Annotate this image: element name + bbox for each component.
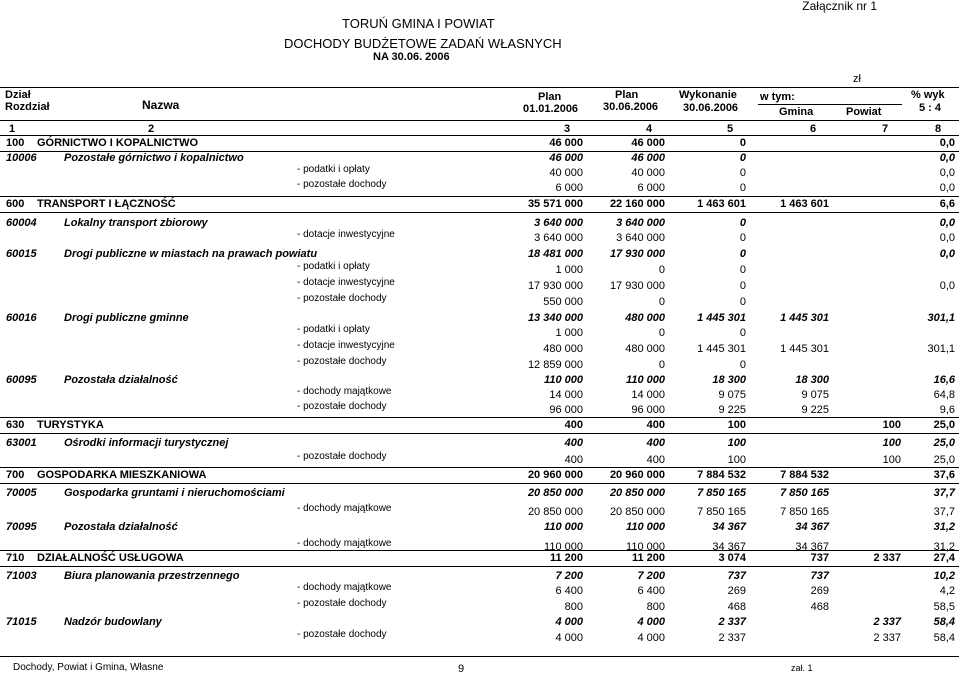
row-code: 60095 [6,374,37,386]
cell-pct: 58,4 [933,632,955,644]
column-number: 3 [564,123,571,135]
row-code: 71003 [6,570,37,582]
title-line-3: NA 30.06. 2006 [373,51,450,63]
cell-gmina: 9 075 [801,389,829,401]
row-name: Biura planowania przestrzennego [64,570,240,582]
cell-plan1: 480 000 [543,343,583,355]
cell-wyk: 7 850 165 [697,506,746,518]
header-plan1-date: 01.01.2006 [523,103,579,115]
cell-pct: 0,0 [939,217,955,229]
cell-gmina: 737 [810,552,829,564]
cell-pct: 0,0 [939,167,955,179]
cell-pct: 4,2 [939,585,955,597]
cell-plan1: 20 960 000 [527,469,583,481]
cell-powiat: 2 337 [873,632,901,644]
row-code: 10006 [6,152,37,164]
cell-plan2: 0 [658,296,665,308]
cell-wyk: 1 463 601 [697,198,746,210]
cell-plan1: 3 640 000 [534,217,583,229]
row-name: - pozostałe dochody [297,356,387,367]
cell-pct: 0,0 [939,137,955,149]
cell-pct: 27,4 [933,552,955,564]
row-name: Pozostałe górnictwo i kopalnictwo [64,152,244,164]
cell-plan1: 12 859 000 [527,359,583,371]
cell-wyk: 468 [727,601,746,613]
cell-plan1: 3 640 000 [534,232,583,244]
cell-plan1: 400 [564,437,583,449]
header-plan1-label: Plan [538,91,562,103]
row-name: - pozostałe dochody [297,598,387,609]
cell-pct: 25,0 [933,437,955,449]
cell-pct: 301,1 [927,343,955,355]
cell-wyk: 2 337 [718,616,746,628]
row-name: - dochody majątkowe [297,582,392,593]
row-name: Drogi publiczne gminne [64,312,189,324]
row-name: - pozostałe dochody [297,451,387,462]
cell-wyk: 0 [739,152,746,164]
section-rule [0,417,959,418]
cell-wyk: 34 367 [712,541,746,553]
header-wyk-label: Wykonanie [679,89,737,101]
cell-wyk: 100 [727,419,746,431]
cell-wyk: 0 [739,217,746,229]
cell-wyk: 100 [727,437,746,449]
section-rule-bottom [0,433,959,434]
cell-wyk: 737 [727,570,746,582]
row-name: - dochody majątkowe [297,386,392,397]
cell-wyk: 7 884 532 [697,469,746,481]
section-rule-bottom [0,566,959,567]
cell-wyk: 100 [727,454,746,466]
cell-wyk: 2 337 [718,632,746,644]
cell-plan1: 35 571 000 [527,198,583,210]
header-nazwa: Nazwa [142,98,180,112]
cell-plan1: 1 000 [555,327,583,339]
cell-pct: 6,6 [939,198,955,210]
cell-plan2: 0 [658,359,665,371]
cell-plan1: 40 000 [549,167,583,179]
cell-wyk: 0 [739,327,746,339]
cell-wyk: 7 850 165 [697,487,746,499]
cell-plan1: 18 481 000 [527,248,583,260]
cell-wyk: 0 [739,296,746,308]
cell-plan2: 22 160 000 [609,198,665,210]
cell-gmina: 1 463 601 [780,198,829,210]
cell-gmina: 18 300 [795,374,829,386]
cell-wyk: 0 [739,280,746,292]
cell-wyk: 0 [739,167,746,179]
row-name: - dochody majątkowe [297,538,392,549]
row-code: 60004 [6,217,37,229]
cell-pct: 0,0 [939,280,955,292]
cell-powiat: 2 337 [873,552,901,564]
row-name: - pozostałe dochody [297,401,387,412]
corner-note: Załącznik nr 1 [802,0,877,13]
cell-plan2: 0 [658,327,665,339]
cell-plan1: 14 000 [549,389,583,401]
row-code: 700 [6,469,25,481]
cell-plan1: 400 [564,454,583,466]
cell-plan1: 110 000 [544,521,583,533]
footer-page: 9 [458,663,465,675]
cell-plan1: 800 [564,601,583,613]
row-name: Gospodarka gruntami i nieruchomościami [64,487,285,499]
cell-plan2: 110 000 [626,541,665,553]
row-code: 60016 [6,312,37,324]
cell-plan1: 400 [564,419,583,431]
row-name: - podatki i opłaty [297,261,370,272]
header-bottom-rule [0,120,959,121]
footer-left: Dochody, Powiat i Gmina, Własne [13,662,164,673]
row-name: Nadzór budowlany [64,616,162,628]
cell-powiat: 100 [882,454,901,466]
row-name: - podatki i opłaty [297,164,370,175]
row-code: 63001 [6,437,37,449]
cell-plan1: 110 000 [544,374,583,386]
row-name: Pozostała działalność [64,374,178,386]
cell-plan2: 14 000 [631,389,665,401]
cell-plan2: 11 200 [631,552,665,564]
footer-rule [0,656,959,657]
row-code: 630 [6,419,25,431]
cell-pct: 0,0 [939,152,955,164]
cell-plan2: 17 930 000 [609,248,665,260]
header-powiat: Powiat [846,106,882,118]
row-code: 100 [6,137,25,149]
row-name: TURYSTYKA [37,419,104,431]
cell-plan1: 6 400 [555,585,583,597]
cell-pct: 37,6 [933,469,955,481]
cell-wyk: 3 074 [718,552,746,564]
cell-pct: 301,1 [927,312,955,324]
cell-pct: 25,0 [933,419,955,431]
cell-wyk: 0 [739,264,746,276]
cell-plan2: 110 000 [626,521,665,533]
cell-gmina: 9 225 [801,404,829,416]
row-code: 60015 [6,248,37,260]
section-rule-bottom [0,483,959,484]
cell-plan1: 4 000 [555,632,583,644]
row-name: - dotacje inwestycyjne [297,277,395,288]
cell-plan2: 110 000 [626,374,665,386]
row-name: - pozostałe dochody [297,179,387,190]
cell-pct: 58,5 [933,601,955,613]
row-name: GOSPODARKA MIESZKANIOWA [37,469,207,481]
header-pct-label: % wyk [911,89,945,101]
cell-pct: 31,2 [933,541,955,553]
header-pct-ratio: 5 : 4 [919,102,942,114]
cell-plan1: 110 000 [544,541,583,553]
cell-pct: 25,0 [933,454,955,466]
row-name: - podatki i opłaty [297,324,370,335]
cell-plan1: 46 000 [549,137,583,149]
section-rule [0,467,959,468]
cell-plan2: 400 [646,437,665,449]
cell-plan1: 46 000 [549,152,583,164]
footer-right: zał. 1 [791,663,813,673]
row-code: 70005 [6,487,37,499]
header-wtym: w tym: [760,91,795,103]
cell-pct: 9,6 [939,404,955,416]
cell-pct: 37,7 [933,506,955,518]
cell-plan2: 46 000 [631,152,665,164]
row-name: - dotacje inwestycyjne [297,229,395,240]
cell-wyk: 0 [739,248,746,260]
cell-wyk: 269 [727,585,746,597]
row-code: 600 [6,198,25,210]
row-name: - pozostałe dochody [297,629,387,640]
row-name: Pozostała działalność [64,521,178,533]
cell-plan2: 20 850 000 [609,487,665,499]
cell-plan2: 480 000 [625,343,665,355]
cell-plan1: 96 000 [549,404,583,416]
cell-plan2: 6 400 [637,585,665,597]
cell-powiat: 2 337 [873,616,901,628]
cell-pct: 0,0 [939,248,955,260]
cell-plan1: 550 000 [543,296,583,308]
cell-plan1: 20 850 000 [527,506,583,518]
cell-plan2: 7 200 [637,570,665,582]
cell-gmina: 7 850 165 [780,487,829,499]
cell-pct: 10,2 [933,570,955,582]
cell-plan2: 0 [658,264,665,276]
cell-pct: 16,6 [933,374,955,386]
cell-wyk: 0 [739,359,746,371]
row-code: 710 [6,552,25,564]
cell-wyk: 34 367 [712,521,746,533]
header-gmina: Gmina [779,106,814,118]
column-number: 1 [9,123,16,135]
cell-plan2: 800 [646,601,665,613]
header-wyk-date: 30.06.2006 [683,102,739,114]
cell-gmina: 34 367 [795,541,829,553]
header-plan2-date: 30.06.2006 [603,101,659,113]
cell-plan1: 20 850 000 [527,487,583,499]
cell-wyk: 0 [739,137,746,149]
column-number: 2 [148,123,155,135]
cell-plan2: 3 640 000 [616,232,665,244]
cell-plan1: 1 000 [555,264,583,276]
column-number: 5 [727,123,734,135]
column-number: 8 [935,123,942,135]
cell-plan2: 46 000 [631,137,665,149]
section-rule-bottom [0,212,959,213]
cell-wyk: 9 075 [718,389,746,401]
header-wtym-rule [758,104,902,105]
cell-pct: 58,4 [933,616,955,628]
row-name: - pozostałe dochody [297,293,387,304]
unit-label: zł [853,73,861,85]
cell-gmina: 468 [810,601,829,613]
cell-plan2: 3 640 000 [616,217,665,229]
cell-gmina: 1 445 301 [780,343,829,355]
cell-wyk: 9 225 [718,404,746,416]
cell-plan2: 17 930 000 [609,280,665,292]
row-name: - dotacje inwestycyjne [297,340,395,351]
row-code: 70095 [6,521,37,533]
cell-plan1: 4 000 [555,616,583,628]
row-name: - dochody majątkowe [297,503,392,514]
cell-plan1: 6 000 [555,182,583,194]
cell-plan1: 17 930 000 [527,280,583,292]
cell-plan1: 11 200 [549,552,583,564]
row-name: DZIAŁALNOŚĆ USŁUGOWA [37,552,184,564]
section-rule [0,135,959,136]
cell-pct: 64,8 [933,389,955,401]
cell-plan2: 4 000 [637,632,665,644]
cell-wyk: 0 [739,182,746,194]
column-number: 6 [810,123,817,135]
row-name: Lokalny transport zbiorowy [64,217,208,229]
section-rule [0,196,959,197]
row-name: GÓRNICTWO I KOPALNICTWO [37,137,199,149]
row-code: 71015 [6,616,37,628]
cell-wyk: 0 [739,232,746,244]
cell-plan2: 96 000 [631,404,665,416]
cell-plan2: 20 960 000 [609,469,665,481]
cell-gmina: 7 884 532 [780,469,829,481]
cell-wyk: 1 445 301 [697,343,746,355]
row-name: Drogi publiczne w miastach na prawach powiatu [64,248,318,260]
title-line-1: TORUŃ GMINA I POWIAT [342,16,495,31]
cell-gmina: 34 367 [795,521,829,533]
header-rozdzial: Rozdział [5,101,50,113]
cell-plan1: 13 340 000 [527,312,583,324]
cell-plan1: 7 200 [555,570,583,582]
cell-plan2: 400 [646,419,665,431]
column-number: 7 [882,123,889,135]
cell-gmina: 737 [810,570,829,582]
cell-wyk: 18 300 [712,374,746,386]
cell-plan2: 6 000 [637,182,665,194]
header-dzial: Dział [5,89,31,101]
cell-pct: 37,7 [933,487,955,499]
header-top-rule [0,87,959,88]
cell-powiat: 100 [882,419,901,431]
cell-gmina: 269 [810,585,829,597]
cell-wyk: 1 445 301 [697,312,746,324]
cell-plan2: 40 000 [631,167,665,179]
cell-pct: 0,0 [939,232,955,244]
cell-plan2: 400 [646,454,665,466]
cell-gmina: 1 445 301 [780,312,829,324]
column-number: 4 [646,123,653,135]
cell-plan2: 20 850 000 [609,506,665,518]
cell-gmina: 7 850 165 [780,506,829,518]
title-line-2: DOCHODY BUDŻETOWE ZADAŃ WŁASNYCH [284,36,562,51]
row-name: Ośrodki informacji turystycznej [64,437,229,449]
header-plan2-label: Plan [615,89,639,101]
cell-pct: 31,2 [933,521,955,533]
cell-powiat: 100 [882,437,901,449]
section-rule [0,550,959,551]
cell-plan2: 480 000 [625,312,665,324]
row-name: TRANSPORT I ŁĄCZNOŚĆ [37,198,176,210]
cell-pct: 0,0 [939,182,955,194]
cell-plan2: 4 000 [637,616,665,628]
